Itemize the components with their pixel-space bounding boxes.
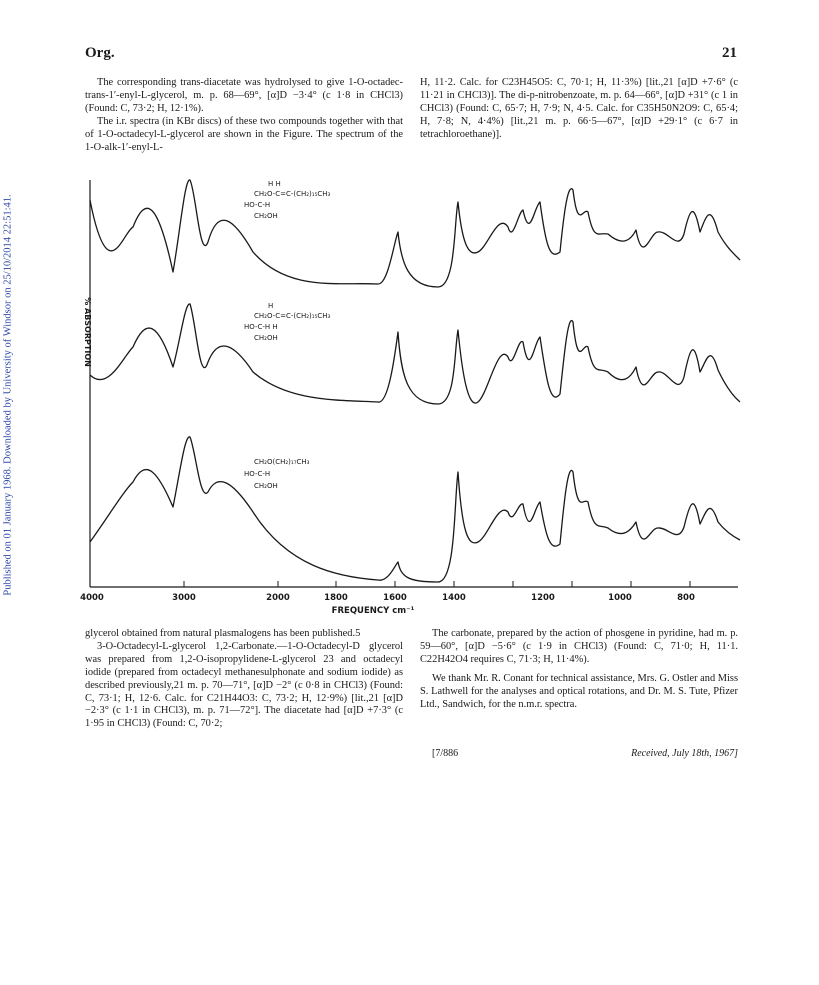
- structure-label: HO-C-H: [244, 470, 271, 478]
- top-right-column: [420, 77, 738, 142]
- x-tick-label: 1400: [442, 593, 466, 603]
- x-tick-label: 3000: [172, 593, 196, 603]
- structure-label: CH₂O-C=C-(CH₂)₁₅CH₃: [254, 312, 331, 320]
- bottom-left-column: [85, 628, 403, 731]
- structure-label: H H: [268, 180, 281, 188]
- y-axis-label: % ABSORPTION: [83, 297, 92, 367]
- page-number: 21: [722, 45, 737, 61]
- received-line: [432, 748, 738, 759]
- reference-code: [7/886: [432, 748, 459, 759]
- x-tick-label: 1200: [531, 593, 555, 603]
- structure-label: HO-C-H: [244, 201, 271, 209]
- x-tick-label: 1800: [324, 593, 348, 603]
- paragraph: The corresponding trans-diacetate was hydrolysed to give 1-O-octadec-trans-1′-enyl-L-glycerol, m. p. 68—69°, [α]D −3·4° (c 1·8 in CHCl3) (Found: C, 73·2; H, 12·1%).: [85, 77, 403, 114]
- acknowledgements: We thank Mr. R. Conant for technical assistance, Mrs. G. Ostler and Miss S. Lathwell for the analyses and optical rotations, and Dr. M. S. Tute, Pfizer Ltd., Sandwich, for the n.m.r. spectra.: [420, 672, 738, 710]
- x-tick-label: 4000: [80, 593, 104, 603]
- spectrum-curve-alkenyl-cis: [90, 304, 740, 404]
- bottom-right-column: [420, 628, 738, 711]
- top-left-column: [85, 77, 403, 154]
- ir-spectra-figure: [78, 172, 748, 617]
- structure-label: CH₂OH: [254, 212, 278, 220]
- spectrum-curve-alkenyl-trans: [90, 180, 740, 287]
- x-tick-label: 1600: [383, 593, 407, 603]
- x-tick-label: 1000: [608, 593, 632, 603]
- x-tick-label: 800: [677, 593, 695, 603]
- paragraph: H, 11·2. Calc. for C23H45O5: C, 70·1; H, 11·3%) [lit.,21 [α]D +7·6° (c 11·21 in CHCl3)]. The di-p-nitrobenzoate, m. p. 64—66°, [α]D +31° (c 1 in CHCl3) (Found: C, 65·7; H, 7·9; N, 4·5. Calc. for C35H50N2O9: C, 65·4; H, 7·8; N, 4·4%) [lit.,21 m. p. 66·5—67°, [α]D +29·1° (c 6·7 in tetrachloroethane)].: [420, 77, 738, 140]
- structure-label: CH₂OH: [254, 482, 278, 490]
- structure-label: H: [268, 302, 274, 310]
- received-date: Received, July 18th, 1967]: [631, 748, 738, 759]
- spectrum-curve-alkyl: [90, 437, 740, 582]
- structure-label: CH₂O-C=C-(CH₂)₁₅CH₃: [254, 190, 331, 198]
- structure-label: CH₂O(CH₂)₁₇CH₃: [254, 458, 310, 466]
- structure-label: HO-C-H H: [244, 323, 278, 331]
- journal-section: Org.: [85, 45, 115, 61]
- paragraph: 3-O-Octadecyl-L-glycerol 1,2-Carbonate.—1-O-Octadecyl-D glycerol was prepared from 1,2-O-isopropylidene-L-glycerol 23 and octadecyl iodide (prepared from octadecyl methanesulphonate and sodium iodide) as described previously,21 m. p. 70—71°, [α]D −2° (c 0·8 in CHCl3) (Found: C, 73·1; H, 12·6. Calc. for C21H44O3: C, 73·2; H, 12·9%) [lit.,21 [α]D −2·3° (c 1·1 in CHCl3), m. p. 71—72°]. The diacetate had [α]D +7·3° (c 1·95 in CHCl3) (Found: C, 70·2;: [85, 640, 403, 730]
- paragraph: The i.r. spectra (in KBr discs) of these two compounds together with that of 1-O-octadecyl-L-glycerol are shown in the Figure. The spectrum of the 1-O-alk-1′-enyl-L-: [85, 115, 403, 153]
- x-tick-label: 2000: [266, 593, 290, 603]
- publication-sidebar-note: Published on 01 January 1968. Downloaded by University of Windsor on 25/10/2014 22:51:41.: [2, 194, 14, 596]
- x-axis-label: FREQUENCY cm⁻¹: [331, 606, 415, 616]
- paragraph: The carbonate, prepared by the action of phosgene in pyridine, had m. p. 59—60°, [α]D −5·6° (c 1·9 in CHCl3) (Found: C, 71·0; H, 11·1. C22H42O4 requires C, 71·3; H, 11·4%).: [420, 628, 738, 665]
- paragraph: glycerol obtained from natural plasmalogens has been published.5: [85, 628, 361, 639]
- structure-label: CH₂OH: [254, 334, 278, 342]
